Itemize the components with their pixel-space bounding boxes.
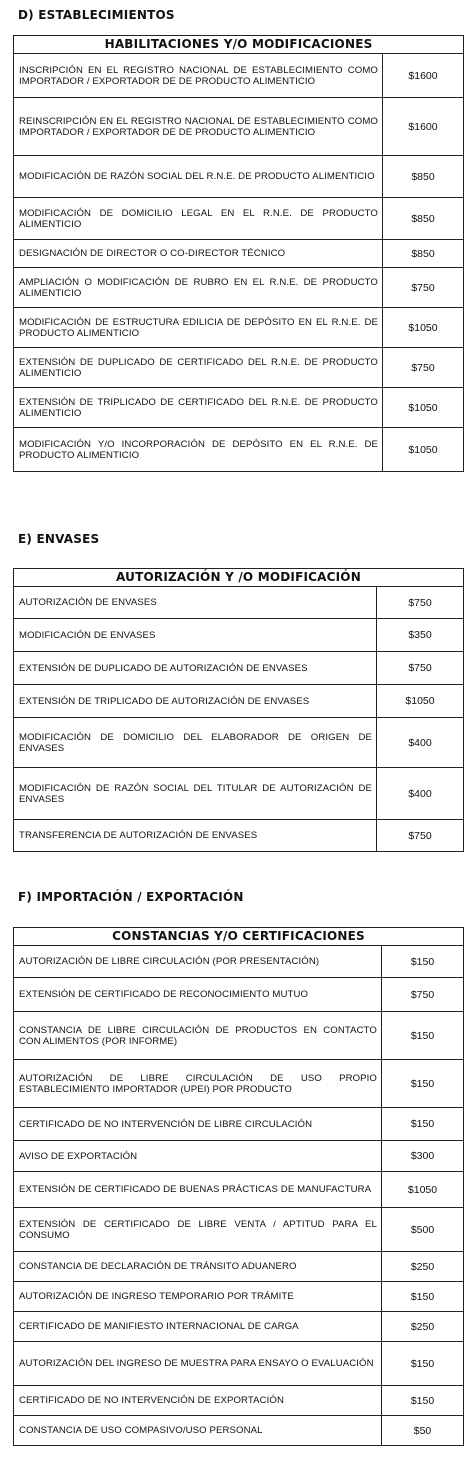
- fee-price: $850: [383, 240, 464, 268]
- fee-price: $300: [382, 1141, 464, 1172]
- table-row: [14, 1342, 464, 1386]
- fees-table: [13, 927, 464, 1446]
- fee-description: EXTENSIÓN DE CERTIFICADO DE LIBRE VENTA / APTITUD PARA EL CONSUMO: [14, 1208, 382, 1252]
- fee-description: EXTENSIÓN DE TRIPLICADO DE AUTORIZACIÓN DE ENVASES: [14, 685, 377, 718]
- fee-price: $750: [382, 978, 464, 1012]
- fee-description: EXTENSIÓN DE CERTIFICADO DE BUENAS PRÁCTICAS DE MANUFACTURA: [14, 1172, 382, 1208]
- table-row: [14, 1386, 464, 1416]
- fee-price: $750: [383, 268, 464, 308]
- table-row: [14, 1416, 464, 1446]
- fee-description: CERTIFICADO DE NO INTERVENCIÓN DE LIBRE CIRCULACIÓN: [14, 1108, 382, 1141]
- fee-price: $750: [377, 820, 464, 852]
- table-row: [14, 388, 464, 428]
- table-header: HABILITACIONES Y/O MODIFICACIONES: [14, 36, 464, 54]
- fee-description: MODIFICACIÓN DE DOMICILIO LEGAL EN EL R.N.E. DE PRODUCTO ALIMENTICIO: [14, 198, 383, 240]
- table-row: [14, 619, 464, 652]
- fee-description: AVISO DE EXPORTACIÓN: [14, 1141, 382, 1172]
- fee-description: INSCRIPCIÓN EN EL REGISTRO NACIONAL DE ESTABLECIMIENTO COMO IMPORTADOR / EXPORTADOR DE DE PRODUCTO ALIMENTICIO: [14, 54, 383, 98]
- table-row: [14, 946, 464, 978]
- fee-description: MODIFICACIÓN DE RAZÓN SOCIAL DEL R.N.E. DE PRODUCTO ALIMENTICIO: [14, 156, 383, 198]
- table-row: [14, 1108, 464, 1141]
- section-title: D) ESTABLECIMIENTOS: [18, 8, 175, 22]
- fee-description: EXTENSIÓN DE DUPLICADO DE AUTORIZACIÓN DE ENVASES: [14, 652, 377, 685]
- fee-price: $500: [382, 1208, 464, 1252]
- fees-table: [13, 35, 464, 472]
- table-header: CONSTANCIAS Y/O CERTIFICACIONES: [14, 928, 464, 946]
- fee-price: $400: [377, 768, 464, 820]
- table-row: [14, 587, 464, 619]
- fee-description: CONSTANCIA DE DECLARACIÓN DE TRÁNSITO ADUANERO: [14, 1252, 382, 1282]
- section-title: F) IMPORTACIÓN / EXPORTACIÓN: [18, 890, 244, 904]
- table-row: [14, 308, 464, 348]
- fee-price: $400: [377, 718, 464, 768]
- fees-table: [13, 568, 464, 852]
- fee-price: $850: [383, 198, 464, 240]
- fee-description: EXTENSIÓN DE CERTIFICADO DE RECONOCIMIENTO MUTUO: [14, 978, 382, 1012]
- fee-description: DESIGNACIÓN DE DIRECTOR O CO-DIRECTOR TÉCNICO: [14, 240, 383, 268]
- table-row: [14, 1208, 464, 1252]
- fee-price: $1050: [383, 308, 464, 348]
- fee-price: $250: [382, 1252, 464, 1282]
- table-row: [14, 820, 464, 852]
- fee-description: AUTORIZACIÓN DE INGRESO TEMPORARIO POR TRÁMITE: [14, 1282, 382, 1312]
- table-row: [14, 652, 464, 685]
- fee-description: CERTIFICADO DE MANIFIESTO INTERNACIONAL DE CARGA: [14, 1312, 382, 1342]
- fee-price: $250: [382, 1312, 464, 1342]
- table-row: [14, 1312, 464, 1342]
- fee-price: $1600: [383, 54, 464, 98]
- fee-description: MODIFICACIÓN Y/O INCORPORACIÓN DE DEPÓSITO EN EL R.N.E. DE PRODUCTO ALIMENTICIO: [14, 428, 383, 472]
- table-row: [14, 98, 464, 156]
- fee-description: MODIFICACIÓN DE RAZÓN SOCIAL DEL TITULAR DE AUTORIZACIÓN DE ENVASES: [14, 768, 377, 820]
- fee-price: $750: [377, 587, 464, 619]
- table-row: [14, 718, 464, 768]
- table-row: [14, 1172, 464, 1208]
- fee-price: $850: [383, 156, 464, 198]
- table-row: [14, 268, 464, 308]
- table-header: AUTORIZACIÓN Y /O MODIFICACIÓN: [14, 569, 464, 587]
- fee-description: AUTORIZACIÓN DE LIBRE CIRCULACIÓN (POR PRESENTACIÓN): [14, 946, 382, 978]
- fee-price: $1050: [383, 428, 464, 472]
- table-row: [14, 1141, 464, 1172]
- table-row: [14, 1282, 464, 1312]
- fee-description: MODIFICACIÓN DE DOMICILIO DEL ELABORADOR DE ORIGEN DE ENVASES: [14, 718, 377, 768]
- fee-description: CONSTANCIA DE LIBRE CIRCULACIÓN DE PRODUCTOS EN CONTACTO CON ALIMENTOS (POR INFORME): [14, 1012, 382, 1060]
- fee-price: $750: [383, 348, 464, 388]
- fee-price: $50: [382, 1416, 464, 1446]
- section-title: E) ENVASES: [18, 532, 100, 546]
- fee-price: $150: [382, 1060, 464, 1108]
- fee-price: $1050: [377, 685, 464, 718]
- fee-description: REINSCRIPCIÓN EN EL REGISTRO NACIONAL DE ESTABLECIMIENTO COMO IMPORTADOR / EXPORTADOR DE DE PRODUCTO ALIMENTICIO: [14, 98, 383, 156]
- fee-description: MODIFICACIÓN DE ENVASES: [14, 619, 377, 652]
- table-row: [14, 1012, 464, 1060]
- fee-price: $150: [382, 946, 464, 978]
- fee-description: AUTORIZACIÓN DE LIBRE CIRCULACIÓN DE USO PROPIO ESTABLECIMIENTO IMPORTADOR (UPEI) POR PRODUCTO: [14, 1060, 382, 1108]
- fee-description: MODIFICACIÓN DE ESTRUCTURA EDILICIA DE DEPÓSITO EN EL R.N.E. DE PRODUCTO ALIMENTICIO: [14, 308, 383, 348]
- table-row: [14, 198, 464, 240]
- table-row: [14, 54, 464, 98]
- fee-price: $150: [382, 1386, 464, 1416]
- fee-price: $150: [382, 1342, 464, 1386]
- fee-description: EXTENSIÓN DE TRIPLICADO DE CERTIFICADO DEL R.N.E. DE PRODUCTO ALIMENTICIO: [14, 388, 383, 428]
- table-row: [14, 1252, 464, 1282]
- table-row: [14, 156, 464, 198]
- fee-price: $1600: [383, 98, 464, 156]
- fee-description: AMPLIACIÓN O MODIFICACIÓN DE RUBRO EN EL R.N.E. DE PRODUCTO ALIMENTICIO: [14, 268, 383, 308]
- table-row: [14, 1060, 464, 1108]
- fee-price: $150: [382, 1282, 464, 1312]
- fee-description: AUTORIZACIÓN DEL INGRESO DE MUESTRA PARA ENSAYO O EVALUACIÓN: [14, 1342, 382, 1386]
- fee-description: EXTENSIÓN DE DUPLICADO DE CERTIFICADO DEL R.N.E. DE PRODUCTO ALIMENTICIO: [14, 348, 383, 388]
- fee-description: CERTIFICADO DE NO INTERVENCIÓN DE EXPORTACIÓN: [14, 1386, 382, 1416]
- fee-price: $150: [382, 1108, 464, 1141]
- fee-price: $750: [377, 652, 464, 685]
- fee-price: $150: [382, 1012, 464, 1060]
- table-row: [14, 685, 464, 718]
- table-row: [14, 978, 464, 1012]
- table-row: [14, 428, 464, 472]
- fee-description: TRANSFERENCIA DE AUTORIZACIÓN DE ENVASES: [14, 820, 377, 852]
- fee-price: $1050: [382, 1172, 464, 1208]
- table-row: [14, 240, 464, 268]
- fee-price: $1050: [383, 388, 464, 428]
- table-row: [14, 348, 464, 388]
- fee-description: AUTORIZACIÓN DE ENVASES: [14, 587, 377, 619]
- fee-description: CONSTANCIA DE USO COMPASIVO/USO PERSONAL: [14, 1416, 382, 1446]
- table-row: [14, 768, 464, 820]
- fee-price: $350: [377, 619, 464, 652]
